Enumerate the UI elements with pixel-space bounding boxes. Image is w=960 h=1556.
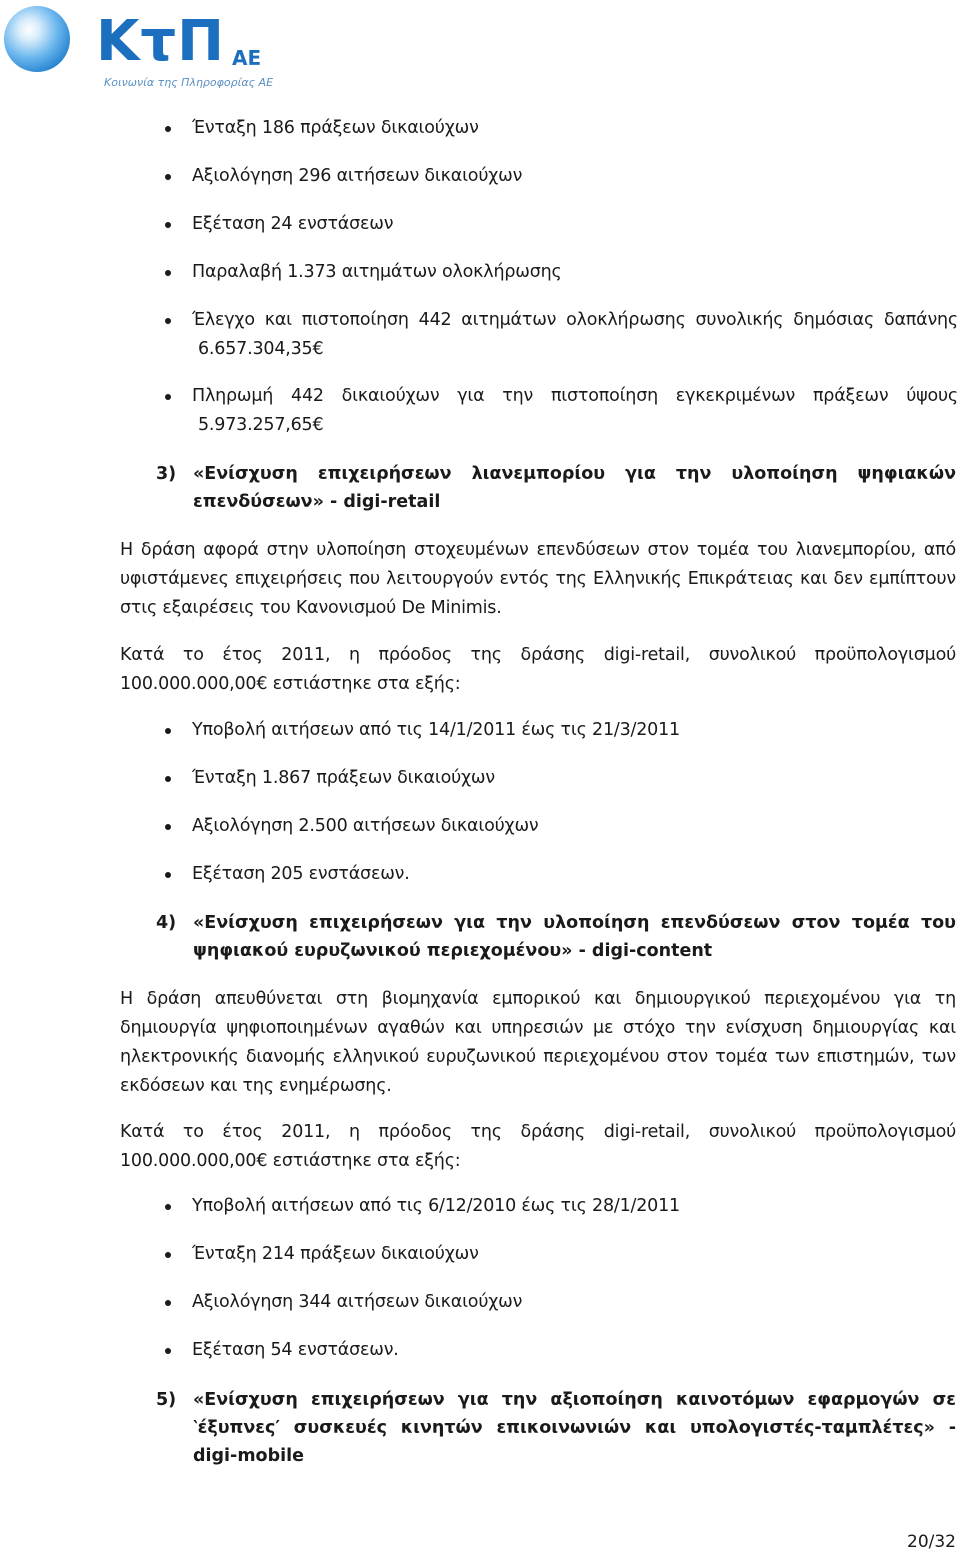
list-item: Εξέταση 54 ενστάσεων. — [192, 1336, 958, 1365]
section-title-line: ψηφιακού ευρυζωνικού περιεχομένου» - digi-content — [193, 941, 713, 961]
list-item: Υποβολή αιτήσεων από τις 14/1/2011 έως τις 21/3/2011 — [192, 716, 958, 745]
section-title-line: επενδύσεων» - digi-retail — [193, 492, 441, 512]
section-number: 3) — [156, 464, 177, 484]
list-item: Αξιολόγηση 344 αιτήσεων δικαιούχων — [192, 1288, 958, 1317]
logo-subtitle: Κοινωνία της Πληροφορίας ΑΕ — [104, 76, 274, 89]
paragraph: Η δράση απευθύνεται στη βιομηχανία εμπορικού και δημιουργικού περιεχομένου για τη δημιουργία ψηφιοποιημένων αγαθών και υπηρεσιών με στόχο την ενίσχυση δημιουργίας και ηλεκτρονικής διανομής ελληνικού ευρυζωνικού περιεχομένου στον τομέα των επιστημών, των εκδόσεων και της ενημέρωσης. — [120, 989, 956, 1096]
section-title-line: «Ενίσχυση επιχειρήσεων λιανεμπορίου για την υλοποίηση ψηφιακών — [193, 464, 956, 484]
list-item: Εξέταση 24 ενστάσεων — [192, 210, 958, 239]
page-number: 20/32 — [907, 1532, 956, 1552]
paragraph: Κατά το έτος 2011, η πρόοδος της δράσης digi-retail, συνολικού προϋπολογισμού 100.000.000,00€ εστιάστηκε στα εξής: — [120, 1122, 956, 1171]
section-heading — [156, 909, 956, 965]
section-title-line: «Ενίσχυση επιχειρήσεων για την υλοποίηση επενδύσεων στον τομέα του — [193, 913, 956, 933]
section-heading — [156, 1386, 956, 1470]
section-number: 4) — [156, 913, 177, 933]
list-item: Αξιολόγηση 2.500 αιτήσεων δικαιούχων — [192, 812, 958, 841]
list-item-line: 6.657.304,35€ — [198, 339, 324, 359]
section-title-line: ‵έξυπνες′ συσκευές κινητών επικοινωνιών και υπολογιστές-ταμπλέτες» - — [193, 1418, 956, 1438]
section-number: 5) — [156, 1390, 177, 1410]
list-item — [192, 382, 958, 440]
logo-suffix: ΑΕ — [232, 46, 262, 70]
section-heading — [156, 460, 956, 516]
list-item: Υποβολή αιτήσεων από τις 6/12/2010 έως τις 28/1/2011 — [192, 1192, 958, 1221]
list-item — [192, 306, 958, 364]
list-item: Ένταξη 214 πράξεων δικαιούχων — [192, 1240, 958, 1269]
section-title-line: «Ενίσχυση επιχειρήσεων για την αξιοποίηση καινοτόμων εφαρμογών σε — [193, 1390, 956, 1410]
logo-wordmark: ΚτΠ — [96, 9, 225, 74]
list-item: Αξιολόγηση 296 αιτήσεων δικαιούχων — [192, 162, 958, 191]
list-item: Ένταξη 1.867 πράξεων δικαιούχων — [192, 764, 958, 793]
list-item-line: Έλεγχο και πιστοποίηση 442 αιτημάτων ολοκλήρωσης συνολικής δημόσιας δαπάνης — [192, 310, 958, 330]
list-item-line: 5.973.257,65€ — [198, 415, 324, 435]
list-item: Ένταξη 186 πράξεων δικαιούχων — [192, 114, 958, 143]
list-item-line: Πληρωμή 442 δικαιούχων για την πιστοποίηση εγκεκριμένων πράξεων ύψους — [192, 386, 958, 406]
section-title-line: digi-mobile — [193, 1446, 304, 1466]
paragraph: Η δράση αφορά στην υλοποίηση στοχευμένων επενδύσεων στον τομέα του λιανεμπορίου, από υφιστάμενες επιχειρήσεις που λειτουργούν εντός της Ελληνικής Επικράτειας και δεν εμπίπτουν στις εξαιρέσεις του Κανονισμού De Minimis. — [120, 540, 956, 618]
paragraph: Κατά το έτος 2011, η πρόοδος της δράσης digi-retail, συνολικού προϋπολογισμού 100.000.000,00€ εστιάστηκε στα εξής: — [120, 645, 956, 694]
list-item: Εξέταση 205 ενστάσεων. — [192, 860, 958, 889]
list-item: Παραλαβή 1.373 αιτημάτων ολοκλήρωσης — [192, 258, 958, 287]
